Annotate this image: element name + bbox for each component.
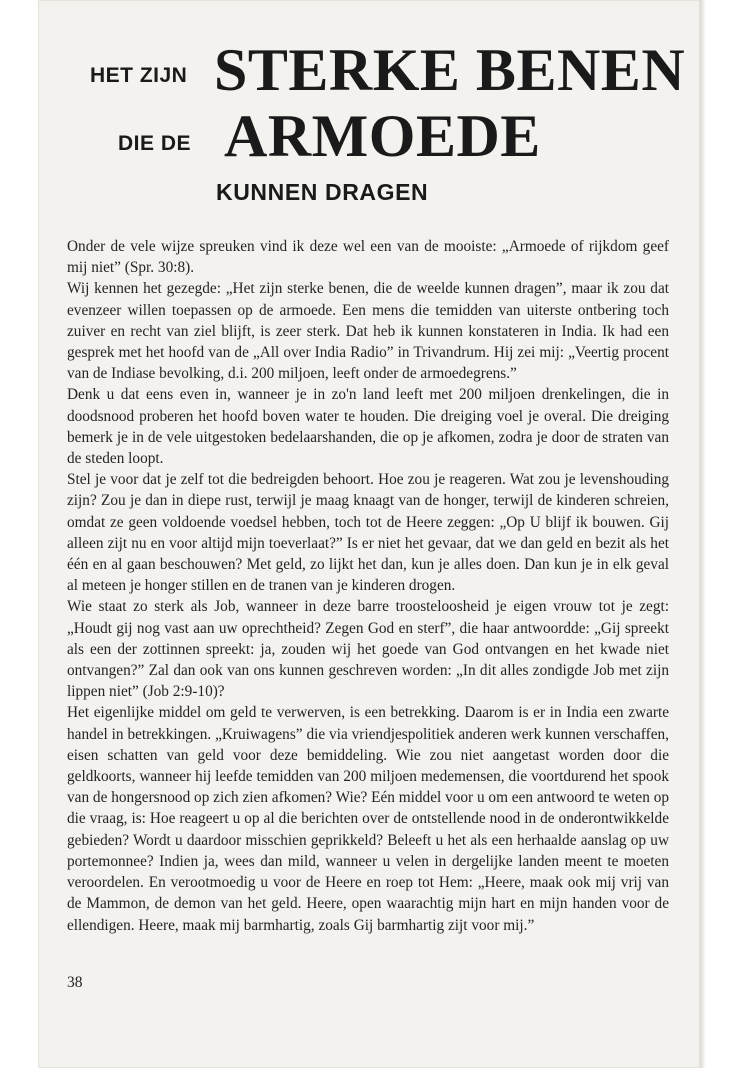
article-body: [67, 236, 669, 936]
heading-sterke-benen: STERKE BENEN: [214, 37, 686, 103]
paragraph: Het eigenlijke middel om geld te verwerven, is een betrekking. Daarom is er in India een zwarte handel in betrekkingen. „Kruiwagens” die via vriendjespolitiek anderen werk kunnen verschaffen, eisen schatten van geld voor deze bemiddeling. Wie zou niet aangetast worden door die geldkoorts, wanneer hij leefde temidden van 200 miljoen medemensen, die voortdurend het spook van de hongersnood op zich zien afkomen? Wie? Eén middel voor u om een antwoord te weten op die vraag, is: Hoe reageert u op al die berichten over de ontstellende nood in de onderontwikkelde gebieden? Wordt u daardoor misschien geprikkeld? Beleeft u het als een herhaalde aanslag op uw portemonnee? Indien ja, wees dan mild, wanneer u velen in dergelijke landen meent te moeten veroordelen. En verootmoedig u voor de Heere en roep tot Hem: „Heere, maak ook mij vrij van de Mammon, de demon van het geld. Heere, open waarachtig mijn hart en mijn handen voor de ellendigen. Heere, maak mij barmhartig, zoals Gij barmhartig zijt voor mij.”: [67, 704, 669, 934]
heading-armoede: ARMOEDE: [224, 103, 541, 169]
paragraph: Denk u dat eens even in, wanneer je in zo'n land leeft met 200 miljoen drenkelingen, die in doodsnood proberen het hoofd boven water te houden. Die dreiging voel je overal. Die dreiging bemerk je in de vele uitgestoken bedelaarshanden, die op je afkomen, zodra je door de straten van de steden loopt.: [67, 386, 669, 468]
page-number: 38: [67, 974, 83, 991]
page-edge: [700, 0, 706, 1068]
paragraph: Stel je voor dat je zelf tot die bedreigden behoort. Hoe zou je reageren. Wat zou je levenshouding zijn? Zou je dan in diepe rust, terwijl je maag knaagt van de honger, terwijl de kinderen schreien, omdat ze geen voldoende voedsel hebben, toch tot de Heere zeggen: „Op U blijf ik bouwen. Gij alleen zijt nu en voor altijd mijn toeverlaat?” Is er niet het gevaar, dat we dan geld en bezit als het één en al gaan beschouwen? Met geld, zo lijkt het dan, kun je alles doen. Dan kun je in elk geval al meteen je honger stillen en de tranen van je kinderen drogen.: [67, 471, 669, 595]
paragraph: Wie staat zo sterk als Job, wanneer in deze barre troosteloosheid je eigen vrouw tot je zegt: „Houdt gij nog vast aan uw oprechtheid? Zegen God en sterf”, die haar antwoordde: „Gij spreekt als een der zottinnen spreekt: ja, zouden wij het goede van God ontvangen en het kwade niet ontvangen?” Zal dan ook van ons kunnen geschreven worden: „In dit alles zondigde Job met zijn lippen niet” (Job 2:9-10)?: [67, 598, 669, 701]
heading-die-de: DIE DE: [118, 132, 192, 155]
paragraph: Onder de vele wijze spreuken vind ik deze wel een van de mooiste: „Armoede of rijkdom geef mij niet” (Spr. 30:8).: [67, 238, 669, 277]
heading-kunnen-dragen: KUNNEN DRAGEN: [216, 179, 429, 205]
heading-het-zijn: HET ZIJN: [90, 64, 188, 87]
paragraph: Wij kennen het gezegde: „Het zijn sterke benen, die de weelde kunnen dragen”, maar ik zou dat evenzeer willen toepassen op de armoede. Een mens die temidden van uiterste ontbering toch zuiver en recht van ziel blijft, is zeer sterk. Dat heb ik kunnen konstateren in India. Ik had een gesprek met het hoofd van de „All over India Radio” in Trivandrum. Hij zei mij: „Veertig procent van de Indiase bevolking, d.i. 200 miljoen, leeft onder de armoedegrens.”: [67, 280, 669, 383]
